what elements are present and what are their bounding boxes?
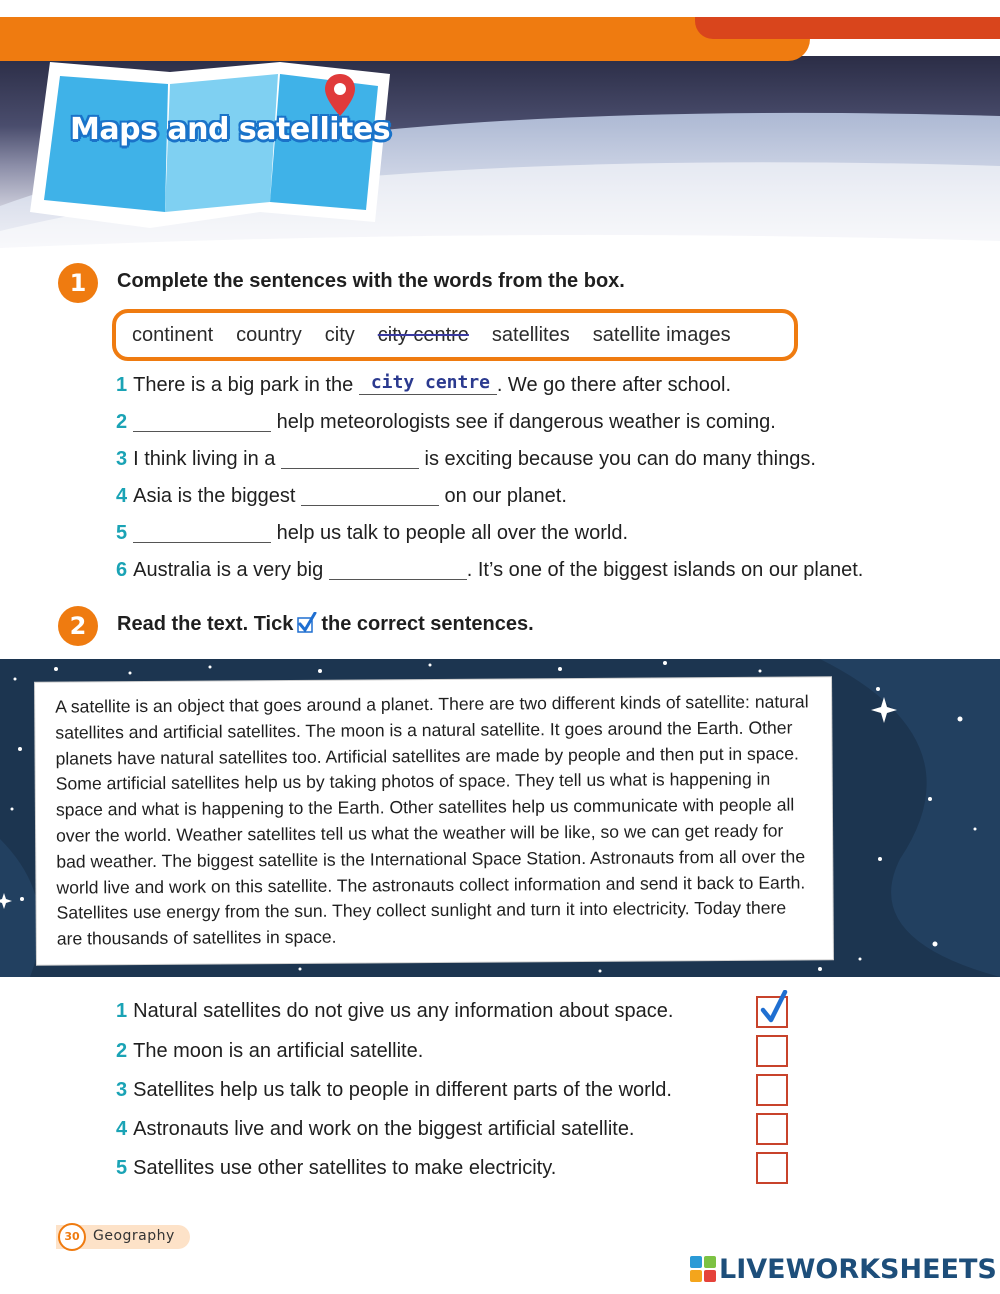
sentence-text-after: help meteorologists see if dangerous weather is coming.	[271, 411, 776, 433]
statement-text: Natural satellites do not give us any information about space.	[133, 1000, 674, 1022]
sentence-text-before: Asia is the biggest	[133, 485, 301, 507]
sentence-number: 3	[116, 448, 128, 470]
answer-blank[interactable]	[301, 484, 439, 506]
statement-text: Satellites use other satellites to make electricity.	[133, 1157, 557, 1179]
statement-checkbox[interactable]	[756, 1152, 788, 1184]
page-number: 30	[58, 1223, 86, 1251]
word-box-item: satellite images	[592, 323, 731, 346]
statement-number: 4	[116, 1118, 128, 1140]
sentence-number: 5	[116, 522, 128, 544]
statement-text: The moon is an artificial satellite.	[133, 1040, 424, 1062]
word-box-item: continent	[132, 323, 214, 346]
tick-icon	[759, 990, 789, 1024]
sentence-row	[116, 484, 567, 508]
answer-blank[interactable]	[329, 558, 467, 580]
liveworksheets-logo-icon	[690, 1256, 716, 1282]
answer-blank[interactable]	[133, 410, 271, 432]
sentence-text-after: . We go there after school.	[496, 374, 732, 396]
exercise-2-instruction	[117, 612, 534, 636]
sentence-number: 4	[116, 485, 128, 507]
statement-checkbox[interactable]	[756, 1113, 788, 1145]
word-box-item: country	[236, 323, 302, 346]
sentence-text-after: help us talk to people all over the world.	[271, 522, 628, 544]
reading-text: A satellite is an object that goes around a planet. There are two different kinds of satellite: natural satellites and artificial satellites. The moon is a natural satellite. It goes around the Earth. Other planets have natural satellites too. Artificial satellites are made by people and then put in space. Some artificial satellites help us by taking photos of space. They tell us what is happening in space and what is happening to the Earth. Other satellites help us communicate with people all over the world. Weather satellites tell us what the weather will be like, so we can get ready for bad weather. The biggest satellite is the International Space Station. Astronauts from all over the world live and work on this satellite. The astronauts collect information and send it back to Earth. Satellites use energy from the sun. They collect sunlight and turn it into electricity. Today there are thousands of satellites in space.	[55, 691, 809, 949]
sentence-number: 1	[116, 374, 128, 396]
statement-checkbox-checked[interactable]	[756, 996, 788, 1028]
liveworksheets-logo	[690, 1254, 997, 1284]
instruction-text-before: Read the text. Tick	[117, 613, 294, 635]
statement-checkbox[interactable]	[756, 1074, 788, 1106]
answer-blank[interactable]	[359, 373, 497, 395]
sentence-text-after: on our planet.	[439, 485, 567, 507]
word-box-item-used: city centre	[377, 323, 469, 346]
statement-row	[116, 1118, 635, 1141]
statement-row	[116, 1000, 673, 1023]
word-box-item: city	[324, 323, 355, 346]
statement-row	[116, 1157, 556, 1180]
page-title: Maps and satellites	[70, 112, 391, 147]
sentence-text-before: Australia is a very big	[133, 559, 329, 581]
sentence-row	[116, 558, 863, 582]
sentence-text-before: There is a big park in the	[133, 374, 359, 396]
statement-text: Astronauts live and work on the biggest artificial satellite.	[133, 1118, 635, 1140]
sentence-text-before: I think living in a	[133, 448, 281, 470]
sentence-row	[116, 521, 628, 545]
tick-icon	[297, 612, 317, 634]
top-red-band	[695, 17, 1000, 39]
statement-number: 5	[116, 1157, 128, 1179]
word-box-item: satellites	[491, 323, 570, 346]
statement-checkbox[interactable]	[756, 1035, 788, 1067]
answer-blank[interactable]	[281, 447, 419, 469]
answer-blank[interactable]	[133, 521, 271, 543]
exercise-1-instruction: Complete the sentences with the words from the box.	[117, 270, 625, 292]
statement-number: 1	[116, 1000, 128, 1022]
sentence-text-after: is exciting because you can do many things.	[418, 448, 816, 470]
top-orange-band	[0, 17, 810, 61]
reading-text-card	[35, 677, 833, 965]
statement-row	[116, 1040, 423, 1063]
statement-text: Satellites help us talk to people in different parts of the world.	[133, 1079, 672, 1101]
liveworksheets-logo-text: LIVEWORKSHEETS	[719, 1253, 997, 1285]
page-subject: Geography	[93, 1228, 175, 1244]
sentence-row	[116, 410, 776, 434]
sentence-row	[116, 447, 816, 471]
sentence-row	[116, 373, 731, 397]
statement-row	[116, 1079, 672, 1102]
word-box	[112, 309, 798, 361]
statement-number: 2	[116, 1040, 128, 1062]
sentence-text-after: . It’s one of the biggest islands on our planet.	[466, 559, 864, 581]
statement-number: 3	[116, 1079, 128, 1101]
instruction-text-after: the correct sentences.	[321, 613, 534, 635]
sentence-number: 2	[116, 411, 128, 433]
exercise-1-number: 1	[58, 263, 98, 303]
answer-text: city centre	[370, 372, 491, 393]
exercise-2-number: 2	[58, 606, 98, 646]
sentence-number: 6	[116, 559, 128, 581]
